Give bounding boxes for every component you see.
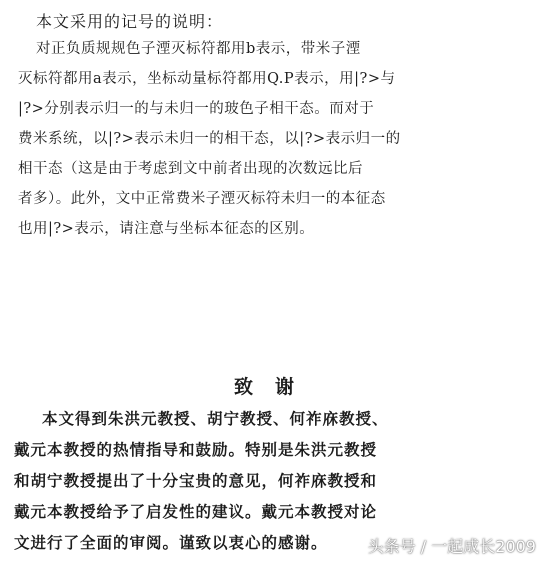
notation-line: 也用|?>表示，请注意与坐标本征态的区别。 xyxy=(18,221,315,237)
acknowledgement-title: 致谢 xyxy=(233,376,316,398)
notation-line: |?>分别表示归一的与未归一的玻色子相干态。而对于 xyxy=(18,101,375,117)
acknowledgement-line: 戴元本教授给予了启发性的建议。戴元本教授对论 xyxy=(14,502,378,521)
notation-line: 费米系统，以|?>表示未归一的相干态，以|?>表示归一的 xyxy=(18,131,401,147)
acknowledgement-line: 文进行了全面的审阅。谨致以衷心的感谢。 xyxy=(14,533,328,552)
notation-line: 相干态（这是由于考虑到文中前者出现的次数远比后 xyxy=(18,161,363,177)
notation-line: 灭标符都用a表示，坐标动量标符都用Q.P表示，用|?>与 xyxy=(18,71,396,87)
acknowledgement-line: 和胡宁教授提出了十分宝贵的意见，何祚庥教授和 xyxy=(14,471,378,490)
acknowledgement-line: 本文得到朱洪元教授、胡宁教授、何祚庥教授、 xyxy=(42,409,389,428)
notation-line: 对正负质规规色子湮灭标符都用b表示，带米子湮 xyxy=(36,41,361,57)
notation-line: 者多）。此外，文中正常费米子湮灭标符未归一的本征态 xyxy=(18,191,386,207)
notation-notes-section xyxy=(18,10,533,244)
notation-heading: 本文采用的记号的说明： xyxy=(36,12,224,31)
acknowledgement-line: 戴元本教授的热情指导和鼓励。特别是朱洪元教授 xyxy=(14,440,378,459)
watermark: 头条号 / 一起成长2009 xyxy=(367,537,536,556)
